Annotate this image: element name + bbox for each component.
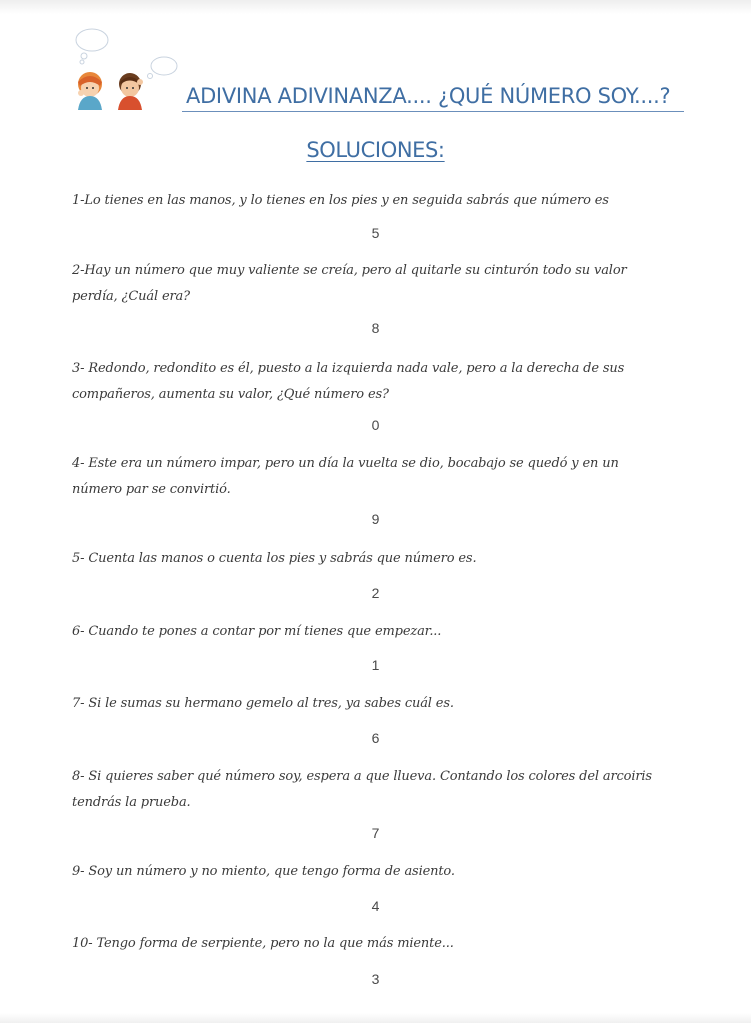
riddle-1-answer: 5 xyxy=(371,225,380,241)
riddle-9-answer: 4 xyxy=(371,898,380,914)
riddle-6-text: 6- Cuando te pones a contar por mí tienes que empezar... xyxy=(72,624,442,639)
page-bottom-edge xyxy=(0,1013,751,1023)
riddle-7-answer: 6 xyxy=(371,730,380,746)
thought-bubble-right-icon xyxy=(148,57,178,79)
riddle-7-text: 7- Si le sumas su hermano gemelo al tres, ya sabes cuál es. xyxy=(72,696,454,711)
page-top-edge xyxy=(0,0,751,14)
riddle-8-answer: 7 xyxy=(371,825,380,841)
riddle-2-text: 2-Hay un número que muy valiente se creía, pero al quitarle su cinturón todo su valor perdía, ¿Cuál era? xyxy=(72,263,627,304)
riddle-4-text: 4- Este era un número impar, pero un día la vuelta se dio, bocabajo se quedó y en un número par se convirtió. xyxy=(72,456,619,497)
riddle-5-answer: 2 xyxy=(371,585,380,601)
riddle-2-answer: 8 xyxy=(371,320,380,336)
riddle-9-text: 9- Soy un número y no miento, que tengo forma de asiento. xyxy=(72,864,455,879)
riddle-3-text: 3- Redondo, redondito es él, puesto a la izquierda nada vale, pero a la derecha de sus compañeros, aumenta su valor, ¿Qué número es? xyxy=(72,361,625,402)
riddle-5-text: 5- Cuenta las manos o cuenta los pies y sabrás que número es. xyxy=(72,551,477,566)
thought-bubble-left-icon xyxy=(76,29,108,64)
riddle-3-answer: 0 xyxy=(371,417,380,433)
riddle-10-answer: 3 xyxy=(371,971,380,987)
boy-icon xyxy=(118,73,143,110)
riddle-4-answer: 9 xyxy=(371,511,380,527)
page-title: ADIVINA ADIVINANZA.... ¿QUÉ NÚMERO SOY....? xyxy=(186,84,671,108)
riddle-1-text: 1-Lo tienes en las manos, y lo tienes en los pies y en seguida sabrás que número es xyxy=(72,193,609,208)
riddle-10-text: 10- Tengo forma de serpiente, pero no la que más miente... xyxy=(72,936,454,951)
riddle-8-text: 8- Si quieres saber qué número soy, espera a que llueva. Contando los colores del arcoiris tendrás la prueba. xyxy=(72,769,652,810)
children-thinking-illustration xyxy=(70,26,182,110)
solutions-heading: SOLUCIONES: xyxy=(306,138,445,162)
riddle-6-answer: 1 xyxy=(371,657,380,673)
title-underline xyxy=(182,111,684,112)
girl-icon xyxy=(78,72,102,110)
